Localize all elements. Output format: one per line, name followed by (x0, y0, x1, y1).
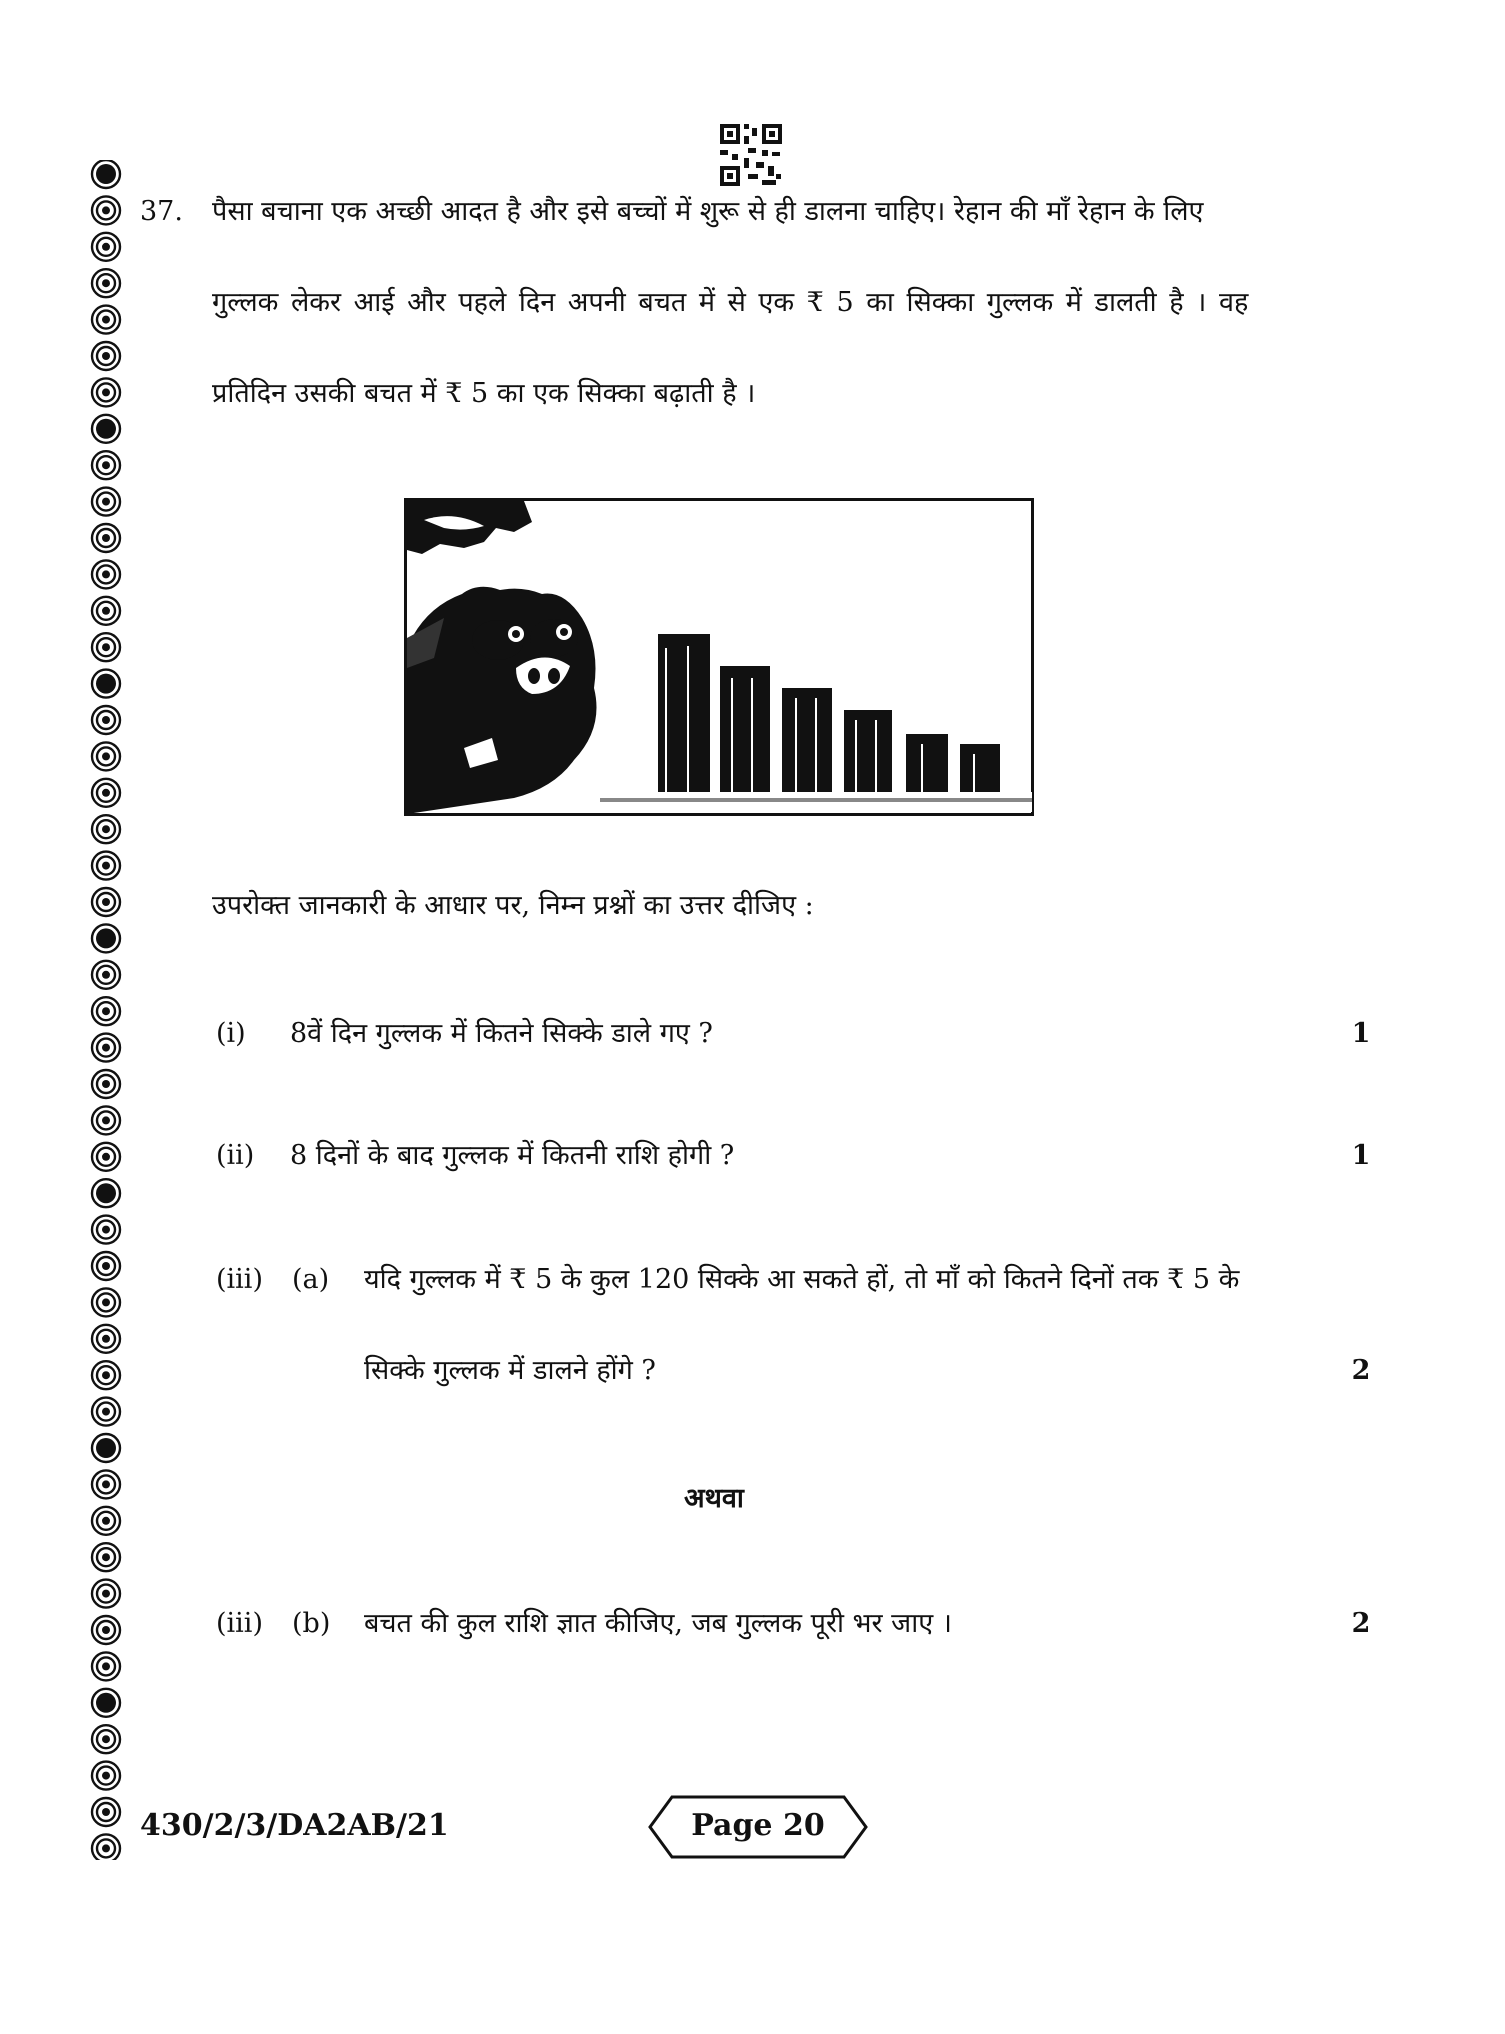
ring-icon (92, 1616, 120, 1644)
ring-icon (92, 633, 120, 661)
question-paragraph-line-1: पैसा बचाना एक अच्छी आदत है और इसे बच्चों में शुरू से ही डालना चाहिए। रेहान की माँ रेहान के लिए (212, 196, 1204, 227)
solid-ring-icon (92, 670, 120, 698)
ring-icon (92, 1034, 120, 1062)
ring-icon (92, 1507, 120, 1535)
part-iii-b-marks: 2 (1351, 1608, 1371, 1639)
ring-icon (92, 306, 120, 334)
part-iii-a-marks: 2 (1351, 1355, 1371, 1386)
ring-icon (92, 1580, 120, 1608)
ring-icon (92, 1143, 120, 1171)
solid-ring-icon (92, 160, 120, 188)
part-iii-a-sublabel: (a) (292, 1264, 330, 1295)
or-separator: अथवा (684, 1483, 744, 1514)
part-iii-a-text-line-1: यदि गुल्लक में ₹ 5 के कुल 120 सिक्के आ सकते हों, तो माँ को कितने दिनों तक ₹ 5 के (364, 1264, 1240, 1295)
ring-border (84, 160, 128, 1860)
ring-icon (92, 1543, 120, 1571)
question-paragraph-line-3: प्रतिदिन उसकी बचत में ₹ 5 का एक सिक्का बढ़ाती है । (212, 378, 756, 409)
part-i-marks: 1 (1351, 1018, 1371, 1049)
ring-icon (92, 488, 120, 516)
part-iii-b-label: (iii) (216, 1608, 263, 1639)
ring-icon (92, 997, 120, 1025)
ring-icon (92, 1470, 120, 1498)
ring-icon (92, 597, 120, 625)
part-i-label: (i) (216, 1018, 246, 1049)
piggy-bank-coins-photo (404, 498, 1034, 816)
ring-icon (92, 1325, 120, 1353)
solid-ring-icon (92, 1179, 120, 1207)
ring-icon (92, 1652, 120, 1680)
ring-icon (92, 1834, 120, 1860)
ring-icon (92, 742, 120, 770)
ring-icon (92, 888, 120, 916)
page-number-badge (646, 1794, 870, 1860)
part-i-text: 8वें दिन गुल्लक में कितने सिक्के डाले गए ? (290, 1018, 713, 1049)
instruction-text: उपरोक्त जानकारी के आधार पर, निम्न प्रश्नों का उत्तर दीजिए : (212, 890, 814, 921)
part-iii-a-label: (iii) (216, 1264, 263, 1295)
ring-icon (92, 233, 120, 261)
solid-ring-icon (92, 924, 120, 952)
part-iii-b-sublabel: (b) (292, 1608, 331, 1639)
ring-icon (92, 1288, 120, 1316)
ring-icon (92, 1070, 120, 1098)
ring-icon (92, 1252, 120, 1280)
part-iii-a-text-line-2: सिक्के गुल्लक में डालने होंगे ? (364, 1355, 656, 1386)
part-iii-b-text: बचत की कुल राशि ज्ञात कीजिए, जब गुल्लक पूरी भर जाए । (364, 1608, 952, 1639)
page-number-label: Page 20 (691, 1808, 825, 1843)
ring-icon (92, 815, 120, 843)
ring-icon (92, 1798, 120, 1826)
ring-icon (92, 196, 120, 224)
solid-ring-icon (92, 1434, 120, 1462)
ring-icon (92, 706, 120, 734)
ring-icon (92, 779, 120, 807)
part-ii-marks: 1 (1351, 1140, 1371, 1171)
ring-icon (92, 1361, 120, 1389)
solid-ring-icon (92, 415, 120, 443)
qr-code (718, 122, 784, 188)
ring-icon (92, 852, 120, 880)
ring-icon (92, 269, 120, 297)
ring-icon (92, 1762, 120, 1790)
question-number: 37. (140, 196, 183, 227)
ring-icon (92, 378, 120, 406)
ring-icon (92, 1725, 120, 1753)
ring-icon (92, 342, 120, 370)
ring-icon (92, 961, 120, 989)
solid-ring-icon (92, 1689, 120, 1717)
ring-icon (92, 524, 120, 552)
ring-icon (92, 1216, 120, 1244)
ring-icon (92, 1106, 120, 1134)
ring-icon (92, 560, 120, 588)
part-ii-text: 8 दिनों के बाद गुल्लक में कितनी राशि होगी ? (290, 1140, 735, 1171)
ring-icon (92, 1398, 120, 1426)
question-paragraph-line-2: गुल्लक लेकर आई और पहले दिन अपनी बचत में से एक ₹ 5 का सिक्का गुल्लक में डालती है । वह (212, 287, 1249, 318)
part-ii-label: (ii) (216, 1140, 255, 1171)
paper-code: 430/2/3/DA2AB/21 (140, 1808, 449, 1843)
ring-icon (92, 451, 120, 479)
